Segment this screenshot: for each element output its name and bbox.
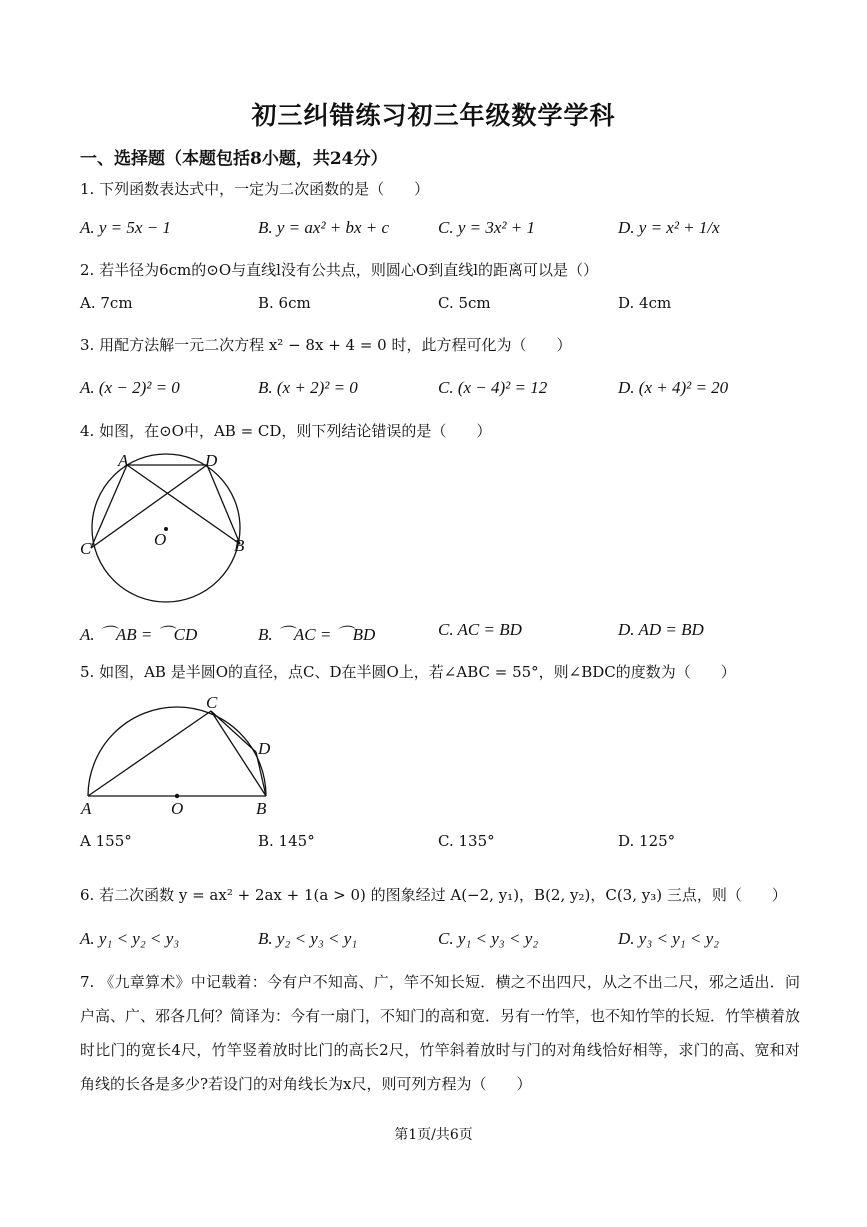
center-point (175, 794, 179, 798)
question-3-option-b: B. (x + 2)² = 0 (258, 378, 358, 397)
question-2-option-d: D. 4cm (618, 294, 672, 312)
question-1-option-d: D. y = x² + 1/x (618, 218, 720, 237)
label-d: D (258, 739, 271, 758)
question-4-option-b: B. ⌒AC = ⌒BD (258, 625, 376, 644)
question-3-option-c: C. (x − 4)² = 12 (438, 378, 548, 397)
label-a: A (118, 451, 129, 470)
question-6-option-d: D. y₃ < y₁ < y₂ (618, 929, 720, 948)
label-b: B (234, 536, 245, 555)
segment-ac (88, 711, 211, 796)
question-3-stem: 3. 用配方法解一元二次方程 x² − 8x + 4 = 0 时，此方程可化为（ ） (80, 336, 572, 354)
page-number-footer: 第1页/共6页 (394, 1127, 473, 1143)
question-1-stem: 1. 下列函数表达式中，一定为二次函数的是（ ） (80, 180, 430, 198)
label-a: A (81, 799, 92, 818)
question-6-option-a: A. y₁ < y₂ < y₃ (80, 929, 180, 948)
section-heading: 一、选择题（本题包括8小题，共24分） (80, 149, 388, 169)
label-c: C (206, 693, 218, 712)
question-6-stem: 6. 若二次函数 y = ax² + 2ax + 1(a > 0) 的图象经过 A(−2, y₁)，B(2, y₂)，C(3, y₃) 三点，则（ ） (80, 886, 787, 904)
question-1-option-a: A. y = 5x − 1 (80, 218, 171, 237)
figure-4-circle-diagram (76, 445, 256, 615)
question-6-option-b: B. y₂ < y₃ < y₁ (258, 929, 358, 948)
question-2-option-a: A. 7cm (80, 294, 133, 312)
question-4-option-d: D. AD = BD (618, 620, 704, 639)
question-2-option-c: C. 5cm (438, 294, 491, 312)
figure-5-semicircle-diagram (76, 690, 276, 820)
question-5-option-c: C. 135° (438, 832, 495, 850)
question-6-option-c: C. y₁ < y₃ < y₂ (438, 929, 539, 948)
label-o: O (154, 530, 167, 549)
question-1-option-b: B. y = ax² + bx + c (258, 218, 390, 237)
question-7-stem: 7. 《九章算术》中记载着：今有户不知高、广，竿不知长短．横之不出四尺，从之不出二尺，邪之适出．问户高、广、邪各几何？简译为：今有一扇门，不知门的高和宽．另有一竹竿，也不知竹竿的长短．竹竿横着放时比门的宽长4尺，竹竿竖着放时比门的高长2尺，竹竿斜着放时与门的对角线恰好相等，求门的高、宽和对角线的长各是多少?若设门的对角线长为x尺，则可列方程为（ ） (80, 973, 801, 1093)
question-1-option-c: C. y = 3x² + 1 (438, 218, 535, 237)
label-c: C (80, 539, 92, 558)
label-d: D (205, 451, 218, 470)
question-4-option-c: C. AC = BD (438, 620, 522, 639)
label-o: O (171, 799, 184, 818)
question-2-stem: 2. 若半径为6cm的⊙O与直线l没有公共点，则圆心O到直线l的距离可以是（） (80, 261, 599, 279)
semicircle-arc (88, 707, 266, 796)
question-5-option-d: D. 125° (618, 832, 676, 850)
question-5-option-b: B. 145° (258, 832, 315, 850)
question-3-option-a: A. (x − 2)² = 0 (80, 378, 180, 397)
question-5-stem: 5. 如图，AB 是半圆O的直径，点C、D在半圆O上，若∠ABC = 55°，则∠BDC的度数为（ ） (80, 663, 736, 681)
question-4-option-a: A. ⌒AB = ⌒CD (80, 625, 198, 644)
question-4-stem: 4. 如图，在⊙O中，AB = CD，则下列结论错误的是（ ） (80, 422, 492, 440)
label-b: B (256, 799, 267, 818)
question-5-option-a: A 155° (80, 832, 132, 850)
question-2-option-b: B. 6cm (258, 294, 311, 312)
page-title: 初三纠错练习初三年级数学学科 (251, 101, 616, 130)
question-3-option-d: D. (x + 4)² = 20 (618, 378, 729, 397)
